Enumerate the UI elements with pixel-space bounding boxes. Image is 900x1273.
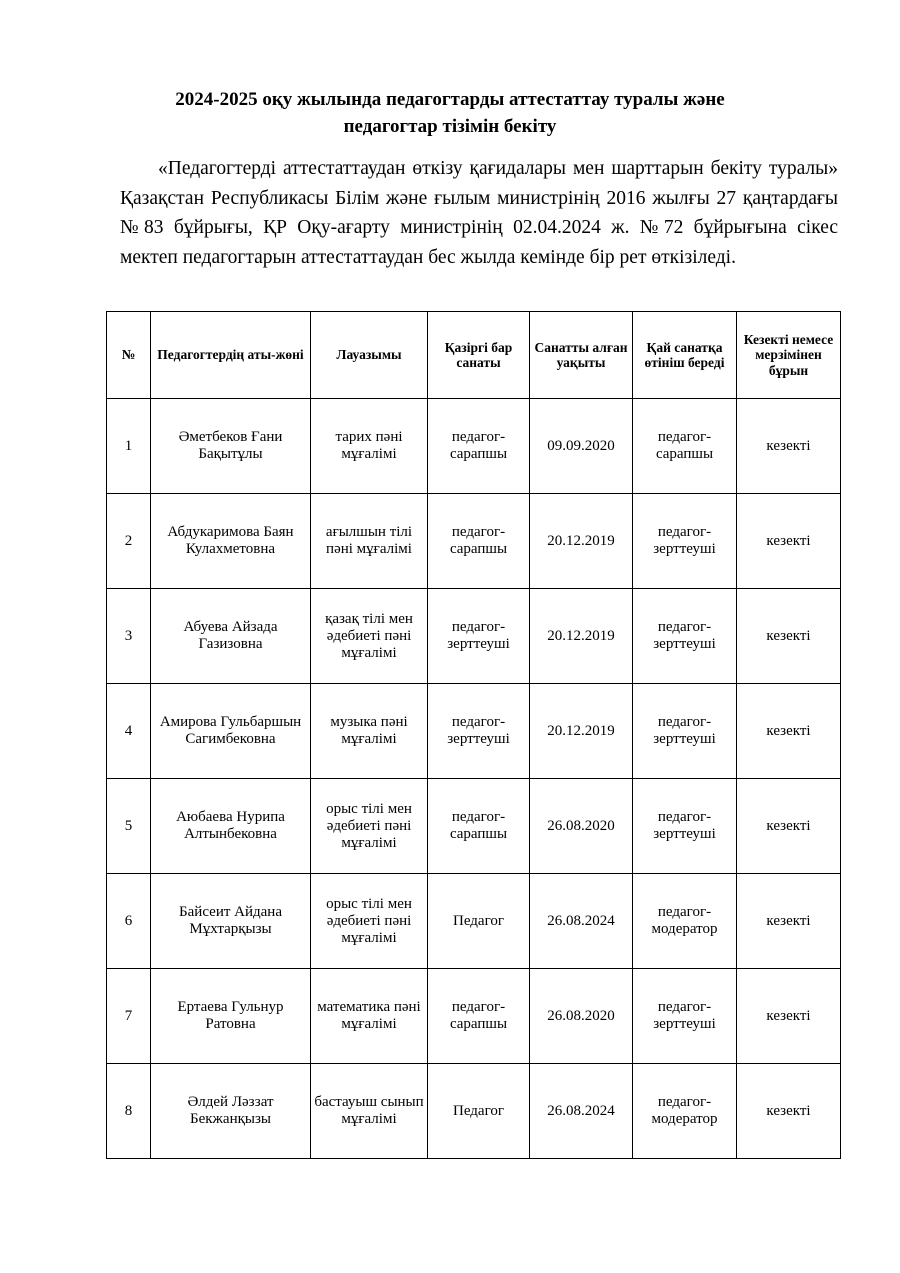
cell-category-date: 26.08.2024: [530, 874, 633, 969]
cell-num: 7: [107, 969, 151, 1064]
cell-position: музыка пәні мұғалімі: [311, 684, 428, 779]
cell-applied-category: педагог-модератор: [633, 874, 737, 969]
cell-applied-category: педагог-зерттеуші: [633, 494, 737, 589]
cell-num: 8: [107, 1064, 151, 1159]
cell-name: Әметбеков Ғани Бақытұлы: [151, 399, 311, 494]
cell-category-date: 26.08.2024: [530, 1064, 633, 1159]
cell-position: орыс тілі мен әдебиеті пәні мұғалімі: [311, 779, 428, 874]
cell-name: Амирова Гульбаршын Сагимбековна: [151, 684, 311, 779]
cell-name: Абдукаримова Баян Кулахметовна: [151, 494, 311, 589]
cell-category-date: 26.08.2020: [530, 969, 633, 1064]
cell-current-category: педагог-сарапшы: [428, 399, 530, 494]
table-row: [107, 494, 841, 589]
table-row: [107, 1064, 841, 1159]
cell-queue-type: кезекті: [737, 589, 841, 684]
cell-queue-type: кезекті: [737, 874, 841, 969]
cell-position: бастауыш сынып мұғалімі: [311, 1064, 428, 1159]
table-row: [107, 399, 841, 494]
cell-queue-type: кезекті: [737, 399, 841, 494]
cell-num: 6: [107, 874, 151, 969]
cell-num: 1: [107, 399, 151, 494]
table-row: [107, 589, 841, 684]
title-line-2: педагогтар тізімін бекіту: [343, 116, 557, 137]
cell-applied-category: педагог-зерттеуші: [633, 969, 737, 1064]
document-title: [120, 86, 780, 140]
cell-name: Абуева Айзада Газизовна: [151, 589, 311, 684]
cell-category-date: 20.12.2019: [530, 494, 633, 589]
cell-category-date: 20.12.2019: [530, 684, 633, 779]
cell-position: қазақ тілі мен әдебиеті пәні мұғалімі: [311, 589, 428, 684]
cell-queue-type: кезекті: [737, 779, 841, 874]
cell-queue-type: кезекті: [737, 969, 841, 1064]
cell-category-date: 20.12.2019: [530, 589, 633, 684]
cell-queue-type: кезекті: [737, 684, 841, 779]
cell-name: Аюбаева Нурипа Алтынбековна: [151, 779, 311, 874]
attestation-table: [106, 311, 841, 1159]
intro-paragraph: «Педагогтерді аттестаттаудан өткізу қағидалары мен шарттарын бекіту туралы» Қазақстан Республикасы Білім және ғылым министрінің 2016 жылғы 27 қаңтардағы №83 бұйрығы, ҚР Оқу-ағарту министрінің 02.04.2024 ж. №72 бұйрығына сікес мектеп педагогтарын аттестаттаудан бес жылда кемінде бір рет өткізіледі.: [120, 158, 838, 268]
cell-num: 3: [107, 589, 151, 684]
table-row: [107, 779, 841, 874]
table-row: [107, 874, 841, 969]
cell-position: ағылшын тілі пәні мұғалімі: [311, 494, 428, 589]
cell-current-category: педагог-сарапшы: [428, 779, 530, 874]
cell-category-date: 09.09.2020: [530, 399, 633, 494]
cell-position: орыс тілі мен әдебиеті пәні мұғалімі: [311, 874, 428, 969]
header-current-category: Қазіргі бар санаты: [428, 312, 530, 399]
cell-applied-category: педагог-зерттеуші: [633, 684, 737, 779]
cell-position: математика пәні мұғалімі: [311, 969, 428, 1064]
cell-current-category: педагог-сарапшы: [428, 969, 530, 1064]
cell-queue-type: кезекті: [737, 494, 841, 589]
cell-category-date: 26.08.2020: [530, 779, 633, 874]
cell-applied-category: педагог-сарапшы: [633, 399, 737, 494]
cell-position: тарих пәні мұғалімі: [311, 399, 428, 494]
table-row: [107, 684, 841, 779]
cell-current-category: педагог-сарапшы: [428, 494, 530, 589]
cell-num: 5: [107, 779, 151, 874]
table-row: [107, 969, 841, 1064]
cell-current-category: педагог-зерттеуші: [428, 589, 530, 684]
header-applied-category: Қай санатқа өтініш береді: [633, 312, 737, 399]
cell-num: 2: [107, 494, 151, 589]
cell-applied-category: педагог-модератор: [633, 1064, 737, 1159]
header-position: Лауазымы: [311, 312, 428, 399]
cell-name: Ертаева Гульнур Ратовна: [151, 969, 311, 1064]
table-body: [107, 399, 841, 1159]
cell-name: Байсеит Айдана Мұхтарқызы: [151, 874, 311, 969]
table-header-row: [107, 312, 841, 399]
cell-queue-type: кезекті: [737, 1064, 841, 1159]
cell-num: 4: [107, 684, 151, 779]
header-queue-type: Кезекті немесе мерзімінен бұрын: [737, 312, 841, 399]
header-category-date: Санатты алған уақыты: [530, 312, 633, 399]
cell-applied-category: педагог-зерттеуші: [633, 779, 737, 874]
header-num: №: [107, 312, 151, 399]
title-line-1: 2024-2025 оқу жылында педагогтарды аттестаттау туралы және: [175, 89, 725, 110]
cell-current-category: Педагог: [428, 1064, 530, 1159]
cell-current-category: педагог-зерттеуші: [428, 684, 530, 779]
header-name: Педагогтердің аты-жөні: [151, 312, 311, 399]
cell-applied-category: педагог-зерттеуші: [633, 589, 737, 684]
cell-name: Әлдей Ләззат Бекжанқызы: [151, 1064, 311, 1159]
cell-current-category: Педагог: [428, 874, 530, 969]
